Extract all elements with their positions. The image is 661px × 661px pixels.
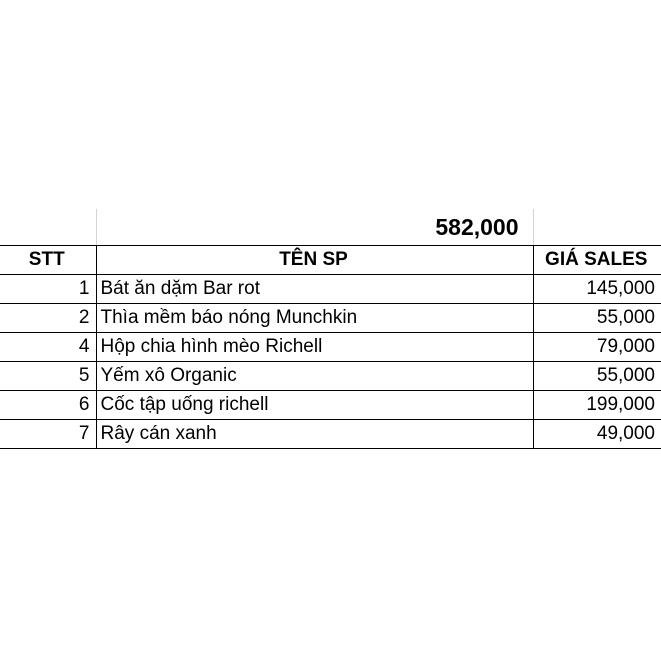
price-cell[interactable]: 49,000 (533, 420, 661, 449)
header-price[interactable]: GIÁ SALES (533, 246, 661, 275)
product-name-cell[interactable]: Yếm xô Organic (96, 362, 533, 391)
price-cell[interactable]: 55,000 (533, 304, 661, 333)
table-row (0, 304, 661, 333)
table-row (0, 391, 661, 420)
product-name-cell[interactable]: Bát ăn dặm Bar rot (96, 275, 533, 304)
stt-cell[interactable]: 1 (0, 275, 96, 304)
price-cell[interactable]: 79,000 (533, 333, 661, 362)
price-cell[interactable]: 199,000 (533, 391, 661, 420)
price-table (0, 209, 661, 449)
product-name-cell[interactable]: Hộp chia hình mèo Richell (96, 333, 533, 362)
stt-cell[interactable]: 6 (0, 391, 96, 420)
header-name[interactable]: TÊN SP (96, 246, 533, 275)
header-stt[interactable]: STT (0, 246, 96, 275)
price-cell[interactable]: 55,000 (533, 362, 661, 391)
table-row (0, 275, 661, 304)
header-row (0, 246, 661, 275)
stt-cell[interactable]: 5 (0, 362, 96, 391)
table-row (0, 420, 661, 449)
product-name-cell[interactable]: Thìa mềm báo nóng Munchkin (96, 304, 533, 333)
total-row (0, 209, 661, 246)
price-cell[interactable]: 145,000 (533, 275, 661, 304)
table-row (0, 333, 661, 362)
product-name-cell[interactable]: Cốc tập uống richell (96, 391, 533, 420)
product-name-cell[interactable]: Rây cán xanh (96, 420, 533, 449)
stt-cell[interactable]: 2 (0, 304, 96, 333)
empty-cell[interactable] (0, 209, 96, 246)
total-value-cell[interactable]: 582,000 (96, 209, 533, 246)
empty-cell[interactable] (533, 209, 661, 246)
table-row (0, 362, 661, 391)
stt-cell[interactable]: 7 (0, 420, 96, 449)
spreadsheet (0, 209, 661, 449)
stt-cell[interactable]: 4 (0, 333, 96, 362)
